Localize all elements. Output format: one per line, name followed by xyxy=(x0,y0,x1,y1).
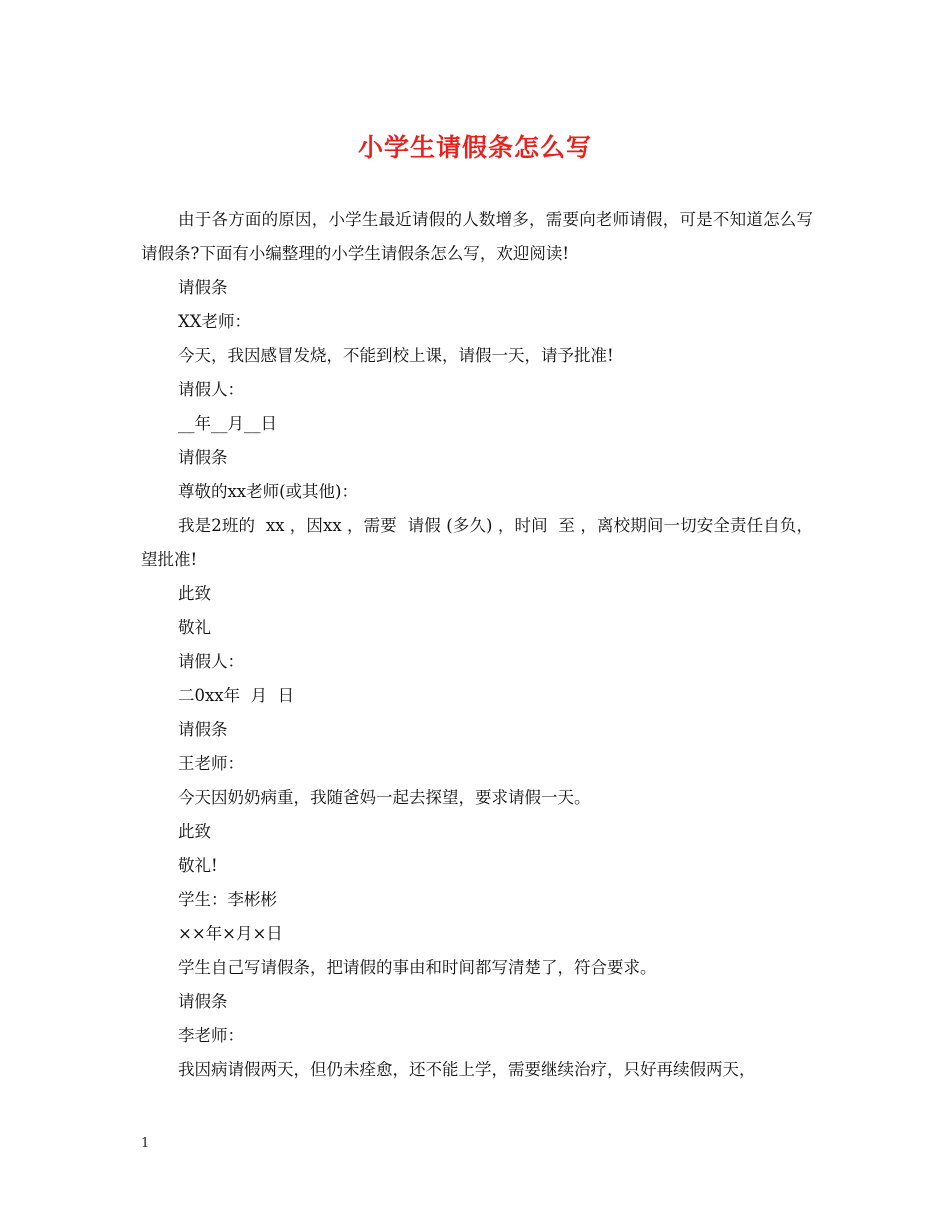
paragraph: 敬礼 xyxy=(178,618,211,637)
paragraph: 此致 xyxy=(178,822,211,841)
paragraph: 请假条 xyxy=(178,720,228,739)
paragraph: 敬礼! xyxy=(178,856,218,875)
page-number: 1 xyxy=(141,1136,150,1151)
paragraph: 今天，我因感冒发烧，不能到校上课，请假一天，请予批准! xyxy=(178,346,614,365)
paragraph: 请假条 xyxy=(178,992,228,1011)
paragraph: 李老师： xyxy=(178,1026,244,1045)
paragraph: 由于各方面的原因，小学生最近请假的人数增多，需要向老师请假，可是不知道怎么写请假条?下面有小编整理的小学生请假条怎么写，欢迎阅读! xyxy=(141,210,813,263)
paragraph: XX老师： xyxy=(178,312,251,331)
document-body xyxy=(141,203,813,1087)
paragraph: 请假人： xyxy=(178,380,244,399)
paragraph: 学生：李彬彬 xyxy=(178,890,277,909)
paragraph: 我是2班的 xx ，因xx ，需要 请假 (多久) ，时间 至 ，离校期间一切安全责任自负，望批准! xyxy=(141,516,813,569)
paragraph: 此致 xyxy=(178,584,211,603)
paragraph: __年__月__日 xyxy=(178,414,277,433)
paragraph: 今天因奶奶病重，我随爸妈一起去探望，要求请假一天。 xyxy=(178,788,591,807)
paragraph: 王老师： xyxy=(178,754,244,773)
paragraph: 二0xx年 月 日 xyxy=(178,686,295,705)
document-title: 小学生请假条怎么写 xyxy=(357,133,592,162)
paragraph: ××年×月×日 xyxy=(178,924,283,943)
paragraph: 请假条 xyxy=(178,448,228,467)
paragraph: 请假条 xyxy=(178,278,228,297)
paragraph: 请假人： xyxy=(178,652,244,671)
paragraph: 尊敬的xx老师(或其他)： xyxy=(178,482,358,501)
paragraph: 学生自己写请假条，把请假的事由和时间都写清楚了，符合要求。 xyxy=(178,958,657,977)
paragraph: 我因病请假两天，但仍未痊愈，还不能上学，需要继续治疗，只好再续假两天， xyxy=(178,1060,756,1079)
